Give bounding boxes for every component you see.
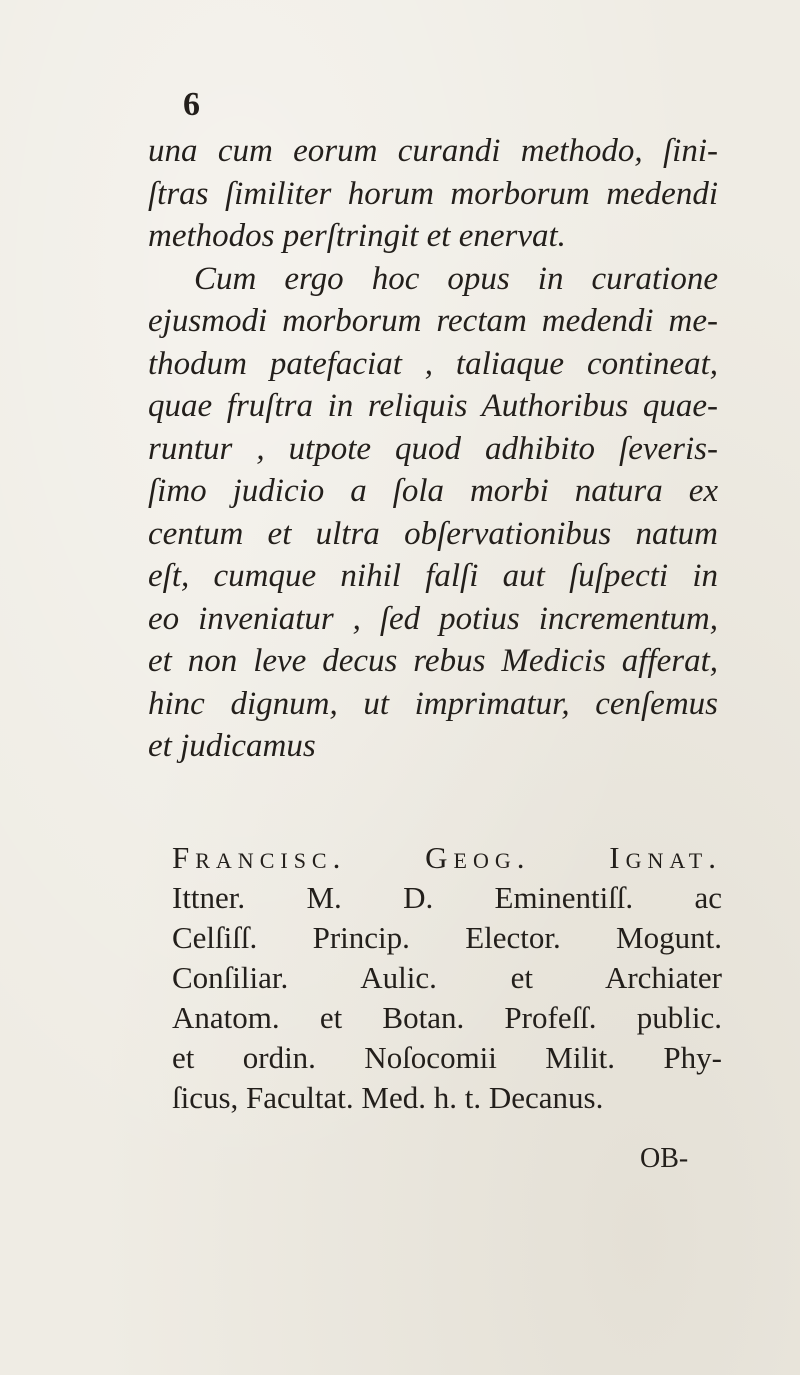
body-line: eſt, cumque nihil falſi aut ſuſpecti in	[148, 558, 718, 594]
signature-block	[172, 838, 722, 1118]
signature-line: Ittner. M. D. Eminentiſſ. ac	[172, 880, 722, 915]
body-line: Cum ergo hoc opus in curatione	[194, 260, 718, 297]
body-line: hinc dignum, ut imprimatur, cenſemus	[148, 685, 718, 722]
body-line: centum et ultra obſervationibus natum	[148, 515, 718, 552]
body-line: et non leve decus rebus Medicis afferat,	[148, 643, 718, 679]
body-line: thodum patefaciat , taliaque contineat,	[148, 345, 718, 382]
signature-line: ſicus, Facultat. Med. h. t. Decanus.	[172, 1080, 604, 1115]
signature-name-line: Francisc. Geog. Ignat.	[172, 840, 722, 875]
body-line: una cum eorum curandi methodo, ſini-	[148, 133, 718, 169]
body-line: ſtras ſimiliter horum morborum medendi	[148, 175, 718, 212]
signature-line: Celſiſſ. Princip. Elector. Mogunt.	[172, 920, 722, 955]
body-line: et judicamus	[148, 728, 316, 764]
catchword: OB-	[640, 1143, 689, 1174]
page-number: 6	[183, 86, 200, 123]
body-line: eo inveniatur , ſed potius incrementum,	[148, 600, 718, 637]
signature-line: Anatom. et Botan. Profeſſ. public.	[172, 1000, 722, 1035]
body-line: runtur , utpote quod adhibito ſeveris-	[148, 430, 718, 467]
signature-line: Conſiliar. Aulic. et Archiater	[172, 960, 722, 995]
signature-line: et ordin. Noſocomii Milit. Phy-	[172, 1040, 722, 1075]
body-line: ſimo judicio a ſola morbi natura ex	[148, 473, 718, 509]
body-line: methodos perſtringit et enervat.	[148, 218, 566, 254]
body-paragraph	[148, 130, 718, 768]
body-line: ejusmodi morborum rectam medendi me-	[148, 303, 718, 339]
body-line: quae fruſtra in reliquis Authoribus quae-	[148, 388, 718, 424]
